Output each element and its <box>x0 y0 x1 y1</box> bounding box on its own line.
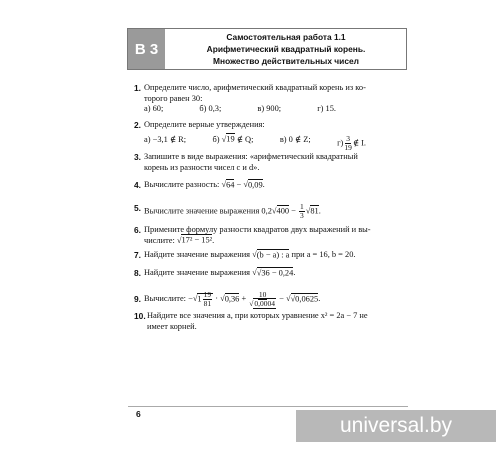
task-number: 9. <box>134 294 141 304</box>
task-number: 7. <box>134 250 141 260</box>
task-number: 6. <box>134 225 141 235</box>
task-8 <box>134 268 406 279</box>
task-number: 4. <box>134 180 141 190</box>
task-number: 3. <box>134 152 141 162</box>
task-text: торого равен 30: <box>144 93 203 103</box>
task-options <box>144 135 366 152</box>
task-number: 1. <box>134 83 141 93</box>
option: а) −3,1 ∉ R; <box>144 134 187 144</box>
worksheet-title <box>168 31 404 67</box>
variant-badge: В 3 <box>128 29 165 69</box>
task-text: Вычислите: −√1 $\frac{19}{81}$ · √0,36 + $\frac{10}{√0,0004}$ − √√0,0625. <box>144 289 321 308</box>
task-text: Найдите значение выражения √√36 − 0,24. <box>144 268 296 277</box>
task-text: Определите верные утверждения: <box>144 120 265 129</box>
task-text: Определите число, арифметический квадратный корень из ко- <box>144 83 366 92</box>
task-text: Найдите все значения a, при которых уравнение x² = 2a − 7 не <box>147 311 368 320</box>
option: б) √19 ∉ Q; <box>212 134 254 144</box>
task-number: 5. <box>134 203 141 213</box>
task-text: имеет корней. <box>147 321 197 331</box>
task-number: 8. <box>134 268 141 278</box>
option: в) 0 ∉ Z; <box>279 134 311 144</box>
task-number: 2. <box>134 120 141 130</box>
option: а) 60; <box>144 104 164 113</box>
task-3 <box>134 152 406 173</box>
option: г) $\frac{3}{19}$ ∉ I. <box>337 133 366 152</box>
task-number: 10. <box>134 311 146 321</box>
task-9 <box>134 288 406 310</box>
option: г) 15. <box>317 104 336 113</box>
task-7 <box>134 250 406 261</box>
task-5 <box>134 203 406 220</box>
task-10 <box>134 311 406 332</box>
option: в) 900; <box>257 104 282 113</box>
task-6 <box>134 225 406 246</box>
task-2 <box>134 120 406 152</box>
task-text: Примените формулу разности квадратов двух выражений и вы- <box>144 225 371 234</box>
title-line-2: Арифметический квадратный корень. <box>206 44 366 54</box>
task-4 <box>134 180 406 191</box>
task-options <box>144 104 336 115</box>
task-text: числите: √17² − 15². <box>144 235 215 245</box>
watermark: universal.by <box>296 410 496 442</box>
footer-divider <box>128 406 408 407</box>
worksheet-header <box>127 28 407 70</box>
title-line-3: Множество действительных чисел <box>213 56 359 66</box>
page-number: 6 <box>136 409 141 419</box>
title-line-1: Самостоятельная работа 1.1 <box>226 32 346 42</box>
task-text: корень из разности чисел c и d». <box>144 162 260 172</box>
task-text: Запишите в виде выражения: «арифметический квадратный <box>144 152 358 161</box>
task-text: Вычислите разность: √64 − √0,09. <box>144 180 265 189</box>
task-1 <box>134 83 406 115</box>
option: б) 0,3; <box>199 104 222 113</box>
task-text: Найдите значение выражения √(b − a) : a при a = 16, b = 20. <box>144 250 356 259</box>
task-text: Вычислите значение выражения 0,2√400 − $\frac{1}{3}$ √81. <box>144 202 321 220</box>
